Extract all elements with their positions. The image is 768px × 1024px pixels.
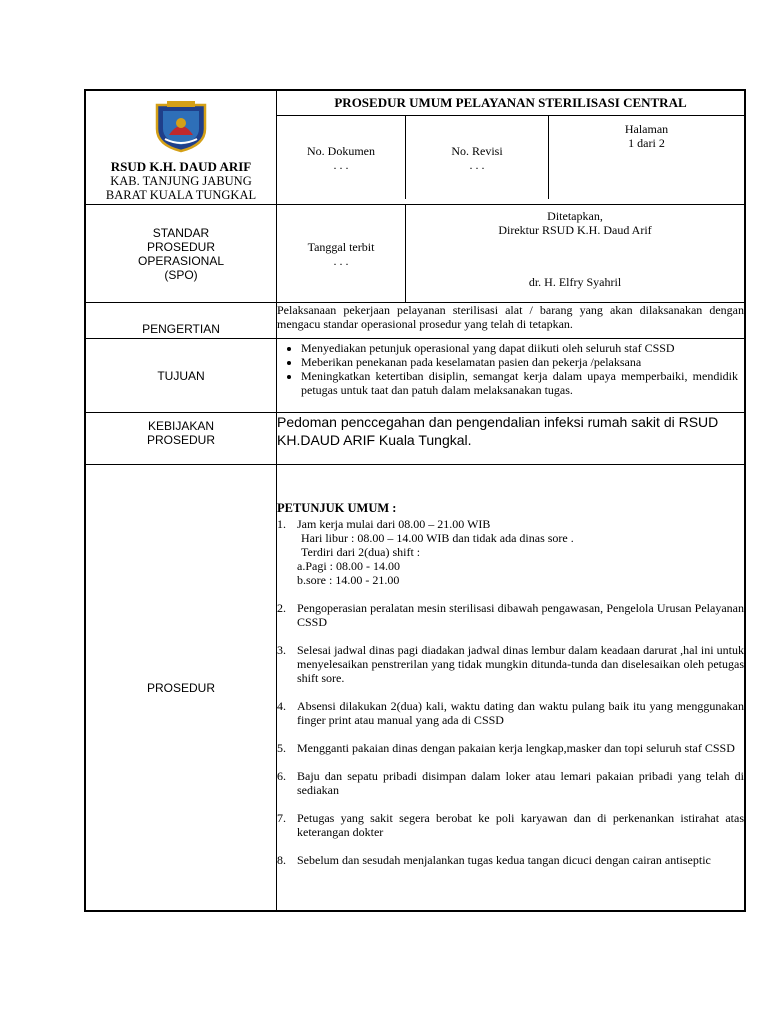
item-number: 6.: [277, 768, 286, 783]
item-text: Absensi dilakukan 2(dua) kali, waktu dating dan waktu pulang baik itu yang menggunakan finger print atau manual yang ada di CSSD: [297, 698, 744, 727]
spo-detail-table: [277, 205, 744, 302]
pengertian-text: Pelaksanaan pekerjaan pelayanan sterilisasi alat / barang yang akan dilaksanakan dengan mengacu standar operasional prosedur yang telah di tetapkan.: [277, 303, 745, 339]
title-cell: [277, 91, 745, 205]
kebijakan-label-1: KEBIJAKAN: [147, 419, 215, 433]
doc-number-value: . . .: [333, 157, 349, 172]
region-line-2: BARAT KUALA TUNGKAL: [105, 188, 257, 202]
doc-number-label: No. Dokumen: [307, 143, 375, 158]
list-item: [277, 741, 744, 755]
list-item: [277, 517, 744, 587]
spo-line-2: PROSEDUR: [146, 239, 215, 254]
item-number: 8.: [277, 852, 286, 867]
pengertian-label-cell: [86, 303, 277, 339]
doc-number-cell: [277, 116, 406, 200]
item-number: 3.: [277, 642, 286, 657]
tujuan-list: [277, 341, 744, 397]
document-title: PROSEDUR UMUM PELAYANAN STERILISASI CENTRAL: [334, 95, 687, 110]
regency-emblem-icon: [151, 99, 211, 153]
revision-value: . . .: [469, 157, 485, 172]
list-item: [277, 811, 744, 839]
list-item: [277, 643, 744, 685]
kebijakan-text: Pedoman penccegahan dan pengendalian infeksi rumah sakit di RSUD KH.DAUD ARIF Kuala Tungkal.: [277, 413, 745, 465]
hospital-name: RSUD K.H. DAUD ARIF: [110, 159, 252, 174]
kebijakan-label-2: PROSEDUR: [146, 433, 215, 447]
list-item: • Meberikan penekanan pada keselamatan pasien dan pekerja /pelaksana: [301, 355, 738, 369]
item-text: Selesai jadwal dinas pagi diadakan jadwal dinas lembur dalam keadaan darurat ,hal ini untuk menyelesaikan penstrerilan yang tidak mungkin ditunda-tunda dan diselesaikan oleh petugas shift sore.: [297, 642, 744, 685]
prosedur-heading: PETUNJUK UMUM :: [277, 500, 397, 515]
item-text: Petugas yang sakit segera berobat ke poli karyawan dan di perkenankan istirahat atas keterangan dokter: [297, 810, 744, 839]
item-number: 2.: [277, 600, 286, 615]
issue-date-value: . . .: [333, 253, 349, 268]
spo-line-3: OPERASIONAL: [137, 253, 225, 268]
page-label: Halaman: [624, 122, 669, 136]
issue-date-label: Tanggal terbit: [307, 239, 375, 254]
spo-line-1: STANDAR: [152, 225, 210, 240]
item-line: Jam kerja mulai dari 08.00 – 21.00 WIB: [297, 516, 491, 531]
item-number: 4.: [277, 698, 286, 713]
item-line: a.Pagi : 08.00 - 14.00: [297, 558, 400, 573]
prosedur-label-cell: [86, 465, 277, 911]
tujuan-label-cell: [86, 339, 277, 413]
signatory-name: dr. H. Elfry Syahril: [528, 275, 622, 289]
list-item: [277, 853, 744, 867]
item-number: 1.: [277, 516, 286, 531]
page-cell: [549, 116, 745, 200]
approved-by: Direktur RSUD K.H. Daud Arif: [498, 223, 652, 237]
item-text: Pengoperasian peralatan mesin sterilisasi dibawah pengawasan, Pengelola Urusan Pelayanan CSSD: [297, 600, 744, 629]
item-text: Sebelum dan sesudah menjalankan tugas kedua tangan dicuci dengan cairan antiseptic: [297, 852, 711, 867]
approval-cell: [406, 205, 745, 302]
spo-line-4: (SPO): [164, 267, 198, 282]
item-number: 7.: [277, 810, 286, 825]
item-line: Terdiri dari 2(dua) shift :: [301, 544, 421, 559]
hospital-header-cell: [86, 91, 277, 205]
item-text: Baju dan sepatu pribadi disimpan dalam loker atau lemari pakaian pribadi yang telah di sediakan: [297, 768, 744, 797]
item-line: Hari libur : 08.00 – 14.00 WIB dan tidak ada dinas sore .: [301, 530, 574, 545]
revision-label: No. Revisi: [451, 143, 503, 158]
pengertian-label: PENGERTIAN: [142, 322, 220, 336]
list-item: [277, 601, 744, 629]
kebijakan-label-cell: [86, 413, 277, 465]
spo-detail-cell: [277, 205, 745, 303]
doc-meta-table: [277, 115, 744, 199]
list-item: [277, 699, 744, 727]
approved-label: Ditetapkan,: [547, 209, 603, 223]
list-item: • Menyediakan petunjuk operasional yang dapat diikuti oleh seluruh staf CSSD: [301, 341, 738, 355]
tujuan-label: TUJUAN: [157, 368, 205, 383]
tujuan-cell: [277, 339, 745, 413]
region-line-1: KAB. TANJUNG JABUNG: [110, 174, 252, 188]
item-line: b.sore : 14.00 - 21.00: [297, 572, 400, 587]
prosedur-cell: [277, 465, 745, 911]
page-value: 1 dari 2: [628, 136, 665, 150]
item-number: 5.: [277, 740, 286, 755]
spo-label-cell: [86, 205, 277, 303]
revision-cell: [406, 116, 549, 200]
list-item: [277, 769, 744, 797]
list-item: • Meningkatkan ketertiban disiplin, semangat kerja dalam upaya memperbaiki, mendidik petugas untuk taat dan patuh dalam melaksanakan tugas.: [301, 369, 738, 397]
prosedur-label: PROSEDUR: [146, 680, 215, 695]
item-text: Mengganti pakaian dinas dengan pakaian kerja lengkap,masker dan topi seluruh staf CSSD: [297, 740, 735, 755]
spo-document-table: [85, 90, 745, 911]
issue-date-cell: [277, 205, 406, 302]
